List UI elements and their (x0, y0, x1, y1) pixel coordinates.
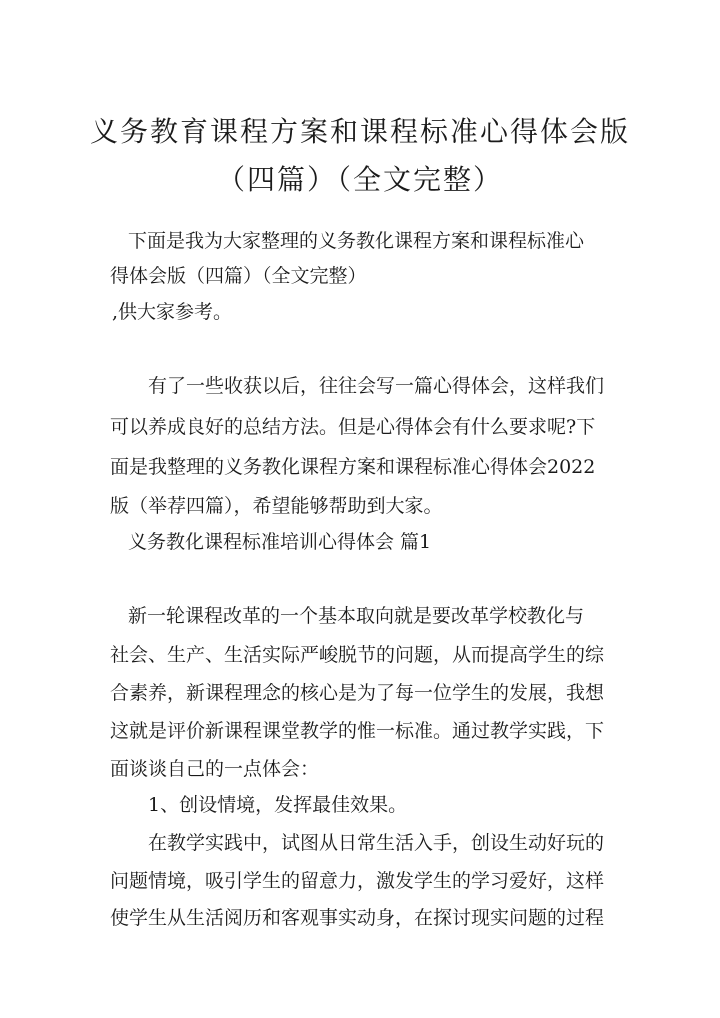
document-title-line-1: 义务教育课程方案和课程标准心得体会版 (89, 115, 630, 148)
intro-line: ,供大家参考。 (112, 301, 233, 323)
paragraph-line: 在教学实践中，试图从日常生活入手，创设生动好玩的 (148, 832, 605, 854)
paragraph-line: 面是我整理的义务教化课程方案和课程标准心得体会2022 (110, 456, 596, 478)
paragraph-line: 使学生从生活阅历和客观事实动身，在探讨现实问题的过程 (110, 907, 605, 929)
paragraph-line: 这就是评价新课程课堂教学的惟一标准。通过教学实践，下 (110, 720, 605, 742)
paragraph-line: 有了一些收获以后，往往会写一篇心得体会，这样我们 (148, 375, 605, 397)
paragraph-line: 问题情境，吸引学生的留意力，激发学生的学习爱好，这样 (110, 870, 605, 892)
paragraph-line: 社会、生产、生活实际严峻脱节的问题，从而提高学生的综 (110, 644, 605, 666)
numbered-point: 1、创设情境，发挥最佳效果。 (148, 794, 408, 816)
paragraph-line: 面谈谈自己的一点体会： (110, 758, 320, 780)
paragraph-line: 版（举荐四篇），希望能够帮助到大家。 (110, 495, 443, 517)
document-title-line-2: （四篇）（全文完整） (216, 163, 503, 196)
paragraph-line: 合素养，新课程理念的核心是为了每一位学生的发展，我想 (110, 682, 605, 704)
paragraph-line: 新一轮课程改革的一个基本取向就是要改革学校教化与 (128, 605, 585, 627)
intro-line: 得体会版（四篇）（全文完整） (110, 265, 367, 287)
intro-line: 下面是我为大家整理的义务教化课程方案和课程标准心 (128, 230, 585, 252)
section-heading: 义务教化课程标准培训心得体会 篇1 (128, 531, 432, 553)
paragraph-line: 可以养成良好的总结方法。但是心得体会有什么要求呢?下 (110, 416, 596, 438)
